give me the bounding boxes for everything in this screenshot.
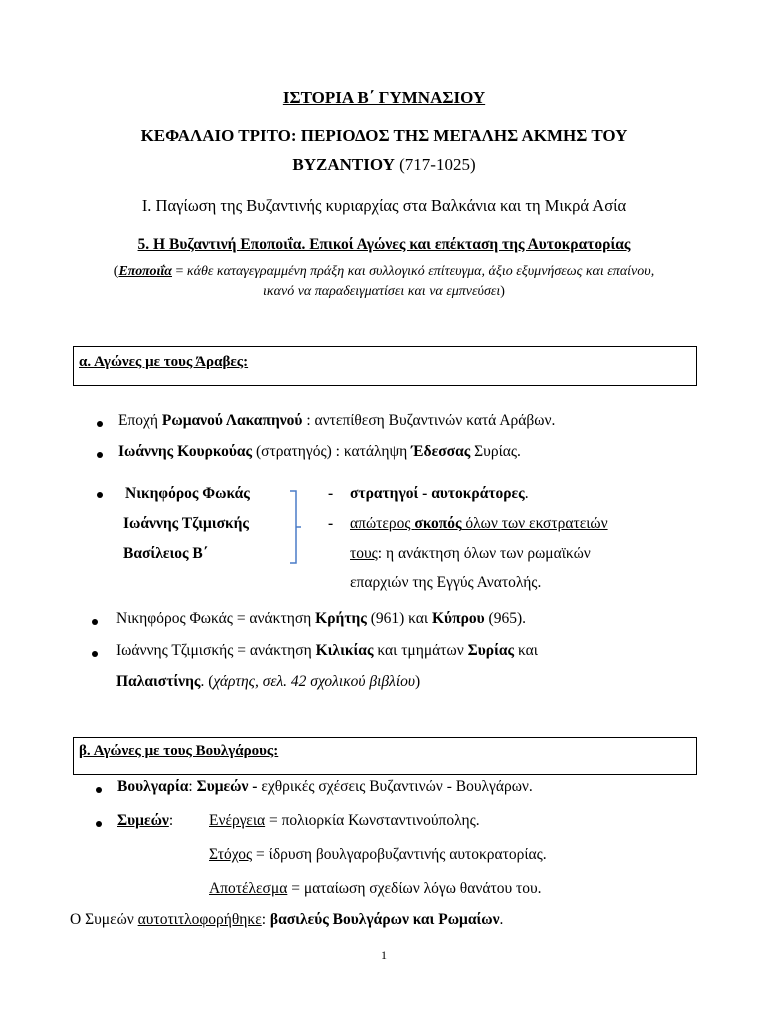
self-titled: αυτοτιτλοφορήθηκε [137, 911, 262, 928]
bulgaria: Βουλγαρία [117, 778, 189, 795]
simeon-label [117, 812, 173, 830]
simeon: Συμεών - [196, 778, 258, 795]
text: Ο Συμεών [70, 911, 138, 928]
bullet-icon [97, 452, 103, 458]
definition-text-2: ικανό να παραδειγματίσει και να εμπνεύσει [263, 284, 501, 299]
section-a-bullet-3 [116, 610, 526, 628]
palestine: Παλαιστίνης [116, 673, 201, 690]
emperors: αυτοκράτορες [431, 485, 525, 502]
text: εχθρικές σχέσεις Βυζαντινών - Βουλγάρων. [257, 778, 533, 795]
title-claim: βασιλεύς Βουλγάρων και Ρωμαίων [269, 911, 500, 928]
simeon-row-action [209, 812, 480, 830]
text: . ( [200, 673, 214, 690]
bullet-icon [96, 821, 102, 827]
row-label: Ενέργεια [209, 812, 266, 829]
point-1 [350, 485, 529, 503]
row-label: Στόχος [209, 846, 253, 863]
bullet-icon [92, 619, 98, 625]
goal: σκοπός [414, 515, 462, 532]
dash-1: - [328, 485, 334, 502]
text: (στρατηγός) : κατάληψη [252, 443, 412, 460]
text: : η ανάκτηση όλων των ρωμαϊκών [377, 545, 591, 562]
emperor-2: Ιωάννης Τζιμισκής [123, 515, 249, 532]
bullet-icon [96, 787, 102, 793]
text: και [514, 642, 538, 659]
syria: Συρίας [467, 642, 515, 659]
simeon-row-result [209, 880, 542, 898]
definition-close-paren: ) [500, 284, 505, 299]
chapter-heading-line1: ΚΕΦΑΛΑΙΟ ΤΡΙΤΟ: ΠΕΡΙΟΔΟΣ ΤΗΣ ΜΕΓΑΛΗΣ ΑΚΜΗΣ ΤΟΥ [140, 126, 628, 145]
chapter-heading-line2 [0, 155, 768, 175]
text: όλων των εκστρατειών [461, 515, 608, 532]
generals: στρατηγοί [350, 485, 419, 502]
bullet-icon [97, 421, 103, 427]
cilicia: Κιλικίας [315, 642, 374, 659]
section-b-heading: β. Αγώνες με τους Βουλγάρους: [79, 743, 279, 759]
text: Ιωάννης Τζιμισκής = ανάκτηση [116, 642, 316, 659]
simeon-name: Συμεών [117, 812, 169, 829]
ioannis-kourkouas: Ιωάννης Κουρκούας [118, 443, 253, 460]
text: και τμημάτων [373, 642, 468, 659]
page-number: 1 [381, 948, 387, 962]
simeon-row-goal [209, 846, 547, 864]
text: ) [415, 673, 421, 690]
text: : [188, 778, 197, 795]
text: (961) και [366, 610, 432, 627]
text: Εποχή [118, 412, 162, 429]
text: : [168, 812, 174, 829]
edessa: Έδεσσας [411, 443, 471, 460]
map-reference: χάρτης, σελ. 42 σχολικού βιβλίου [213, 673, 416, 690]
text: . [524, 485, 529, 502]
dash-2: - [328, 515, 334, 532]
unit-heading: Ι. Παγίωση της Βυζαντινής κυριαρχίας στα Βαλκάνια και τη Μικρά Ασία [141, 196, 627, 215]
definition-line2 [0, 284, 768, 300]
bullet-icon [92, 651, 98, 657]
section-b-heading-box [73, 737, 697, 775]
section-a-bullet-4-line1 [116, 642, 538, 660]
section-a-bullet-4-line2 [116, 673, 420, 691]
closing-sentence [70, 911, 503, 929]
text: απώτερος [350, 515, 415, 532]
bullet-icon [97, 492, 103, 498]
point-2-line3: επαρχιών της Εγγύς Ανατολής. [350, 574, 542, 591]
row-text: = πολιορκία Κωνσταντινούπολης. [265, 812, 480, 829]
cyprus: Κύπρου [431, 610, 485, 627]
point-2-line1 [350, 515, 608, 533]
section-b-bullet-1 [117, 778, 533, 796]
emperor-3: Βασίλειος Β΄ [123, 545, 208, 562]
point-2-line2 [350, 545, 591, 563]
bracket-icon [288, 488, 302, 568]
section-a-bullet-2 [118, 443, 521, 461]
chapter-dates: (717-1025) [394, 155, 476, 174]
definition-line1 [0, 264, 768, 280]
definition-term: Εποποιΐα [118, 264, 173, 279]
section-a-heading: α. Αγώνες με τους Άραβες: [79, 354, 249, 370]
text: Συρίας. [470, 443, 521, 460]
text: : αντεπίθεση Βυζαντινών κατά Αράβων. [302, 412, 556, 429]
text: Νικηφόρος Φωκάς = ανάκτηση [116, 610, 316, 627]
lesson-heading: 5. Η Βυζαντινή Εποποιΐα. Επικοί Αγώνες και επέκταση της Αυτοκρατορίας [137, 236, 631, 253]
text: (965). [484, 610, 526, 627]
text: - [418, 485, 432, 502]
text: τους [350, 545, 378, 562]
definition-open-paren: ( [113, 264, 119, 279]
section-a-heading-box [73, 346, 697, 386]
crete: Κρήτης [315, 610, 367, 627]
row-text: = ματαίωση σχεδίων λόγω θανάτου του. [287, 880, 542, 897]
emperor-1: Νικηφόρος Φωκάς [125, 485, 250, 502]
chapter-heading-bold: ΒΥΖΑΝΤΙΟΥ [292, 155, 395, 174]
romanos-lekapenos: Ρωμανού Λακαπηνού [161, 412, 303, 429]
row-text: = ίδρυση βουλγαροβυζαντινής αυτοκρατορίας. [252, 846, 547, 863]
definition-text-1: κάθε καταγεγραμμένη πράξη και συλλογικό επίτευγμα, άξιο εξυμνήσεως και επαίνου, [186, 264, 655, 279]
text: : [261, 911, 270, 928]
row-label: Αποτέλεσμα [209, 880, 288, 897]
section-a-bullet-1 [118, 412, 555, 430]
document-title: ΙΣΤΟΡΙΑ Β΄ ΓΥΜΝΑΣΙΟΥ [282, 88, 486, 107]
text: . [499, 911, 504, 928]
definition-equals: = [172, 264, 187, 279]
